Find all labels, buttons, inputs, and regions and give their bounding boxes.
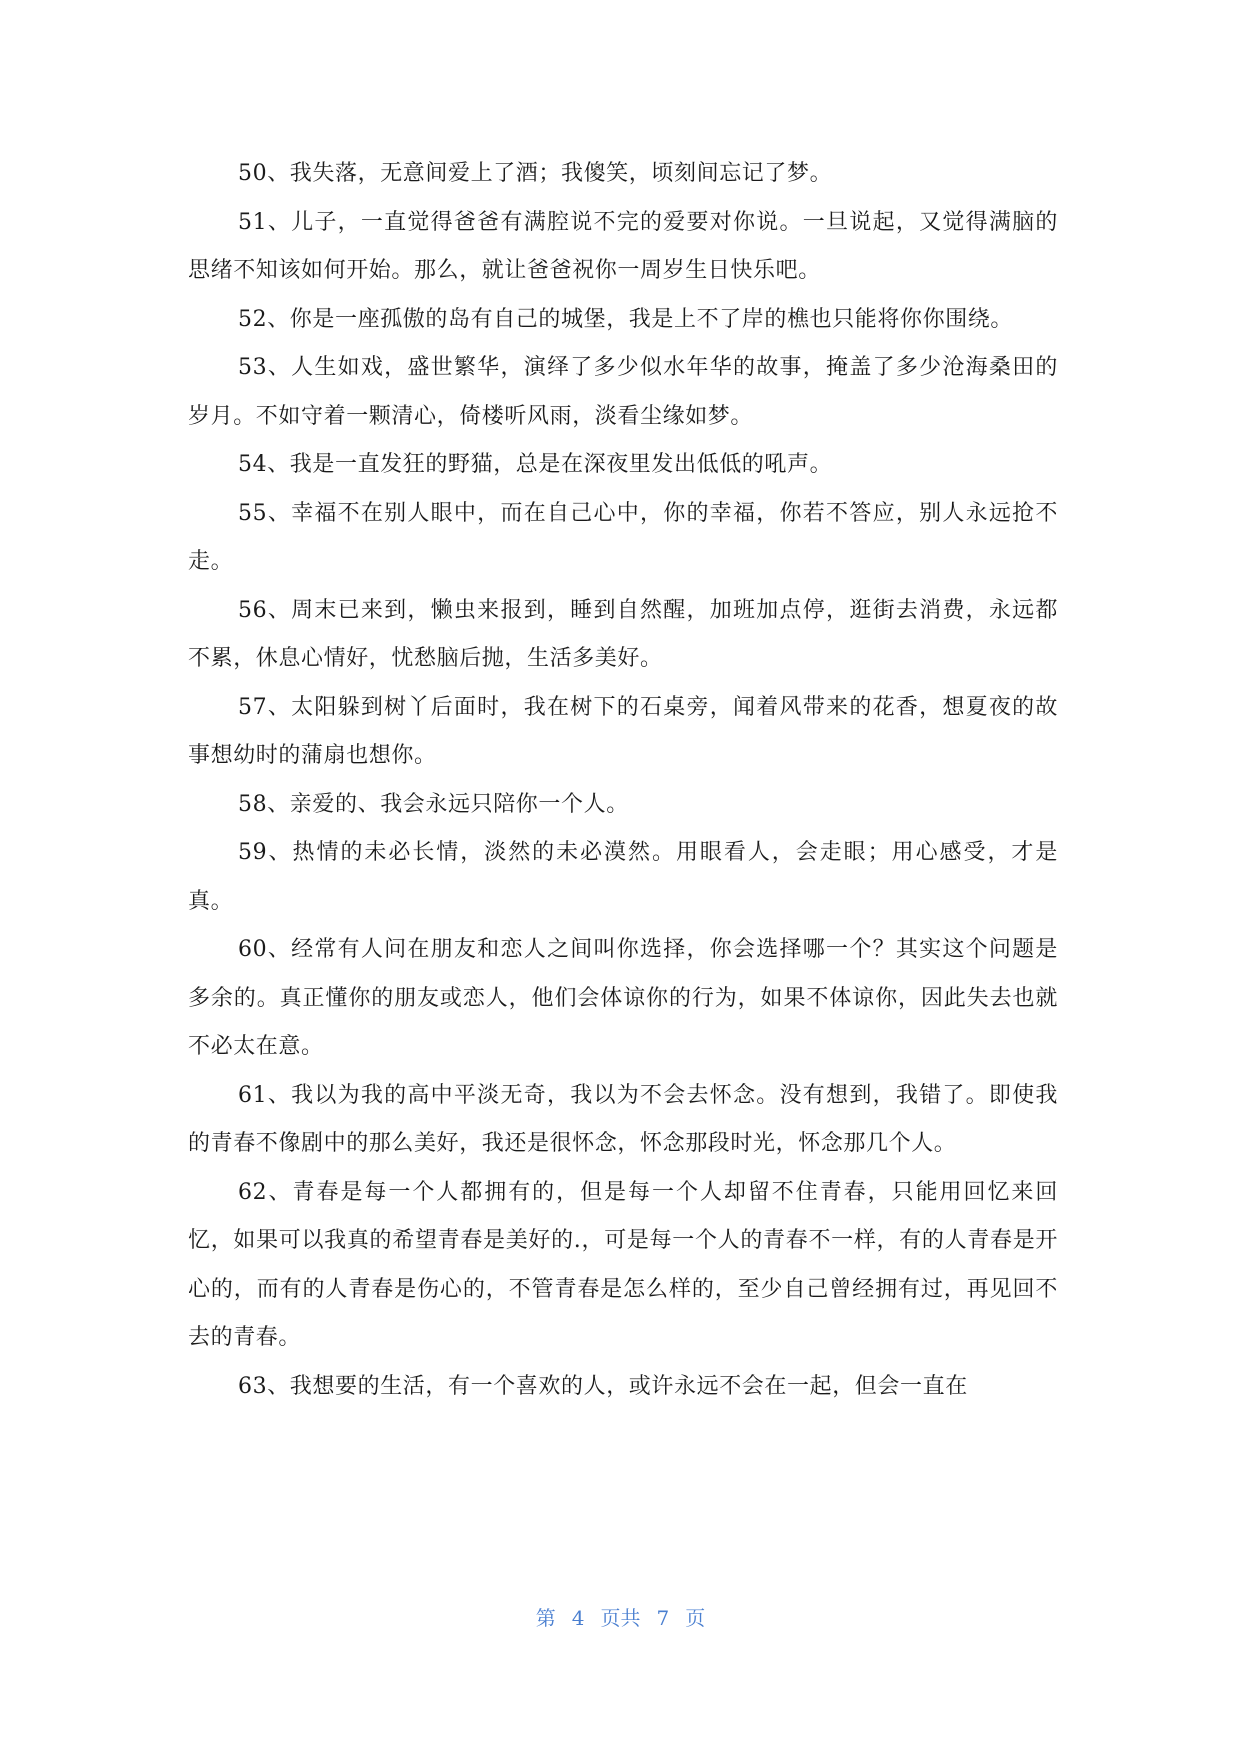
page-body: [188, 150, 1058, 1411]
paragraph-56: 56、周末已来到，懒虫来报到，睡到自然醒，加班加点停，逛街去消费，永远都不累，休息心情好，忧愁脑后抛，生活多美好。: [188, 597, 1058, 671]
page-footer: [0, 1602, 1241, 1631]
footer-prefix: 第: [535, 1606, 556, 1630]
paragraph-53: 53、人生如戏，盛世繁华，演绎了多少似水年华的故事，掩盖了多少沧海桑田的岁月。不如守着一颗清心，倚楼听风雨，淡看尘缘如梦。: [188, 355, 1058, 429]
footer-current-page: 4: [571, 1606, 585, 1630]
footer-suffix: 页: [685, 1606, 706, 1630]
paragraph-63: 63、我想要的生活，有一个喜欢的人，或许永远不会在一起，但会一直在: [238, 1373, 968, 1399]
paragraph-54: 54、我是一直发狂的野猫，总是在深夜里发出低低的吼声。: [238, 452, 833, 477]
paragraph-60: 60、经常有人问在朋友和恋人之间叫你选择，你会选择哪一个？其实这个问题是多余的。真正懂你的朋友或恋人，他们会体谅你的行为，如果不体谅你，因此失去也就不必太在意。: [188, 937, 1058, 1059]
paragraph-59: 59、热情的未必长情，淡然的未必漠然。用眼看人，会走眼；用心感受，才是真。: [188, 840, 1058, 914]
paragraph-58: 58、亲爱的、我会永远只陪你一个人。: [238, 791, 629, 817]
footer-total-pages: 7: [656, 1606, 670, 1630]
paragraph-55: 55、幸福不在别人眼中，而在自己心中，你的幸福，你若不答应，别人永远抢不走。: [188, 500, 1058, 574]
paragraph-50: 50、我失落，无意间爱上了酒；我傻笑，顷刻间忘记了梦。: [238, 161, 833, 186]
paragraph-62: 62、青春是每一个人都拥有的，但是每一个人却留不住青春，只能用回忆来回忆，如果可以我真的希望青春是美好的.，可是每一个人的青春不一样，有的人青春是开心的，而有的人青春是伤心的，不管青春是怎么样的，至少自己曾经拥有过，再见回不去的青春。: [188, 1179, 1058, 1350]
paragraph-51: 51、儿子，一直觉得爸爸有满腔说不完的爱要对你说。一旦说起，又觉得满脑的思绪不知该如何开始。那么，就让爸爸祝你一周岁生日快乐吧。: [188, 209, 1058, 283]
paragraph-52: 52、你是一座孤傲的岛有自己的城堡，我是上不了岸的樵也只能将你你围绕。: [238, 306, 1013, 332]
footer-middle: 页共: [600, 1606, 641, 1630]
paragraph-57: 57、太阳躲到树丫后面时，我在树下的石桌旁，闻着风带来的花香，想夏夜的故事想幼时的蒲扇也想你。: [188, 694, 1058, 768]
paragraph-61: 61、我以为我的高中平淡无奇，我以为不会去怀念。没有想到，我错了。即使我的青春不像剧中的那么美好，我还是很怀念，怀念那段时光，怀念那几个人。: [188, 1082, 1058, 1156]
